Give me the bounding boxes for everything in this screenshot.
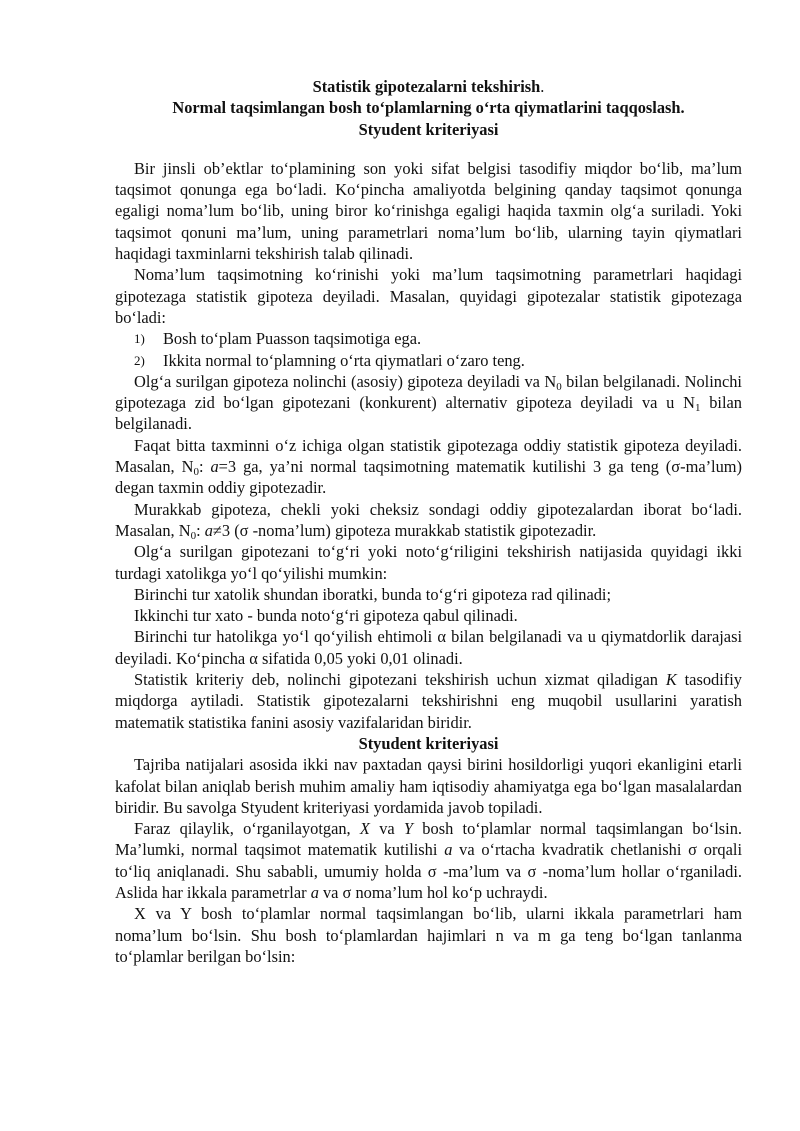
paragraph-3: Olg‘a surilgan gipoteza nolinchi (asosiy) gipoteza deyiladi va $N_0$ bilan belgilanadi. Nolinchi gipotezaga zid bo‘lgan gipotezani (konkurent) alternativ gipoteza deyiladi va u $N_1$ bilan belgilanadi. bbox=[115, 371, 742, 434]
paragraph-6: Olg‘a surilgan gipotezani to‘g‘ri yoki noto‘g‘riligini tekshirish natijasida quyidagi ikki turdagi xatolikga yo‘l qo‘yilishi mumkin: bbox=[115, 542, 742, 583]
title-line-3: Styudent kriteriyasi bbox=[358, 119, 499, 139]
paragraph-9: Birinchi tur hatolikga yo‘l qo‘yilish ehtimoli α bilan belgilanadi va u qiymatdorlik darajasi deyiladi. Ko‘pincha α sifatida 0,05 yoki 0,01 olinadi. bbox=[115, 627, 742, 668]
paragraph-7: Birinchi tur xatolik shundan iboratki, bunda to‘g‘ri gipoteza rad qilinadi; bbox=[134, 584, 612, 604]
paragraph-10: Statistik kriteriy deb, nolinchi gipotezani tekshirish uchun xizmat qiladigan K tasodifiy miqdorga aytiladi. Statistik gipotezalarni tekshirishni eng muqobil usullarini yaratish matematik statistika fanini asosiy vazifalaridan biridir. bbox=[115, 670, 742, 732]
paragraph-2: Noma’lum taqsimotning ko‘rinishi yoki ma’lum taqsimotning parametrlari haqidagi gipotezaga statistik gipoteza deyiladi. Masalan, quyidagi gipotezalar statistik gipotezaga bo‘ladi: bbox=[115, 265, 742, 327]
list-item: 2) Ikkita normal to‘plamning o‘rta qiymatlari o‘zaro teng. bbox=[134, 350, 525, 370]
paragraph-4: Faqat bitta taxminni o‘z ichiga olgan statistik gipotezaga oddiy statistik gipoteza deyiladi. Masalan, $N_0$: a=3 ga, ya’ni normal taqsimotning matematik kutilishi 3 ga teng (σ-ma’lum) degan taxmin oddiy gipotezadir. bbox=[115, 435, 743, 498]
title-line-1: Statistik gipotezalarni tekshirish. bbox=[312, 77, 545, 96]
document-title bbox=[115, 76, 742, 140]
paragraph-12: Faraz qilaylik, o‘rganilayotgan, X va Y bosh to‘plamlar normal taqsimlangan bo‘lsin. Ma’lumki, normal taqsimot matematik kutilishi a va o‘rtacha kvadratik chetlanishi σ orqali to‘liq aniqlanadi. Shu sababli, umumiy holda σ -ma’lum va σ -noma’lum hollar o‘rganiladi. Aslida har ikkala parametrlar a va σ noma’lum hol ko‘p uchraydi. bbox=[115, 819, 743, 902]
list-item: 1) Bosh to‘plam Puasson taqsimotiga ega. bbox=[134, 329, 422, 349]
paragraph-11: Tajriba natijalari asosida ikki nav paxtadan qaysi birini hosildorligi yuqori ekanligini etarli kafolat bilan aniqlab berish muhim amaliy ham iqtisodiy ahamiyatga ega bo‘lgan masalalardan biridir. Bu savolga Styudent kriteriyasi yordamida javob topiladi. bbox=[115, 755, 742, 817]
section-heading: Styudent kriteriyasi bbox=[358, 733, 499, 753]
paragraph-13: X va Y bosh to‘plamlar normal taqsimlangan bo‘lib, ularni ikkala parametrlari ham noma’lum bo‘lsin. Shu bosh to‘plamlardan hajimlari n va m ga teng bo‘lgan tanlanma to‘plamlar berilgan bo‘lsin: bbox=[115, 904, 742, 966]
paragraph-8: Ikkinchi tur xato - bunda noto‘g‘ri gipoteza qabul qilinadi. bbox=[134, 606, 518, 626]
paragraph-5: Murakkab gipoteza, chekli yoki cheksiz sondagi oddiy gipotezalardan iborat bo‘ladi. Masalan, $N_0$: a≠3 (σ -noma’lum) gipoteza murakkab statistik gipotezadir. bbox=[115, 499, 742, 542]
document-page bbox=[115, 76, 742, 967]
title-line-2: Normal taqsimlangan bosh to‘plamlarning o‘rta qiymatlarini taqqoslash. bbox=[172, 98, 685, 118]
paragraph-1: Bir jinsli ob’ektlar to‘plamining son yoki sifat belgisi tasodifiy miqdor bo‘lib, ma’lum taqsimot qonunga ega bo‘ladi. Ko‘pincha amaliyotda belgining qanday taqsimot qonunga egaligi noma’lum bo‘lib, uning biror ko‘rinishga egaligi haqida taxmin olg‘a suriladi. Yoki taqsimot qonuni ma’lum, uning parametrlari noma’lum bo‘lib, ularning tayin qiymatlari haqidagi taxminlarni tekshirish talab qilinadi. bbox=[115, 158, 742, 264]
